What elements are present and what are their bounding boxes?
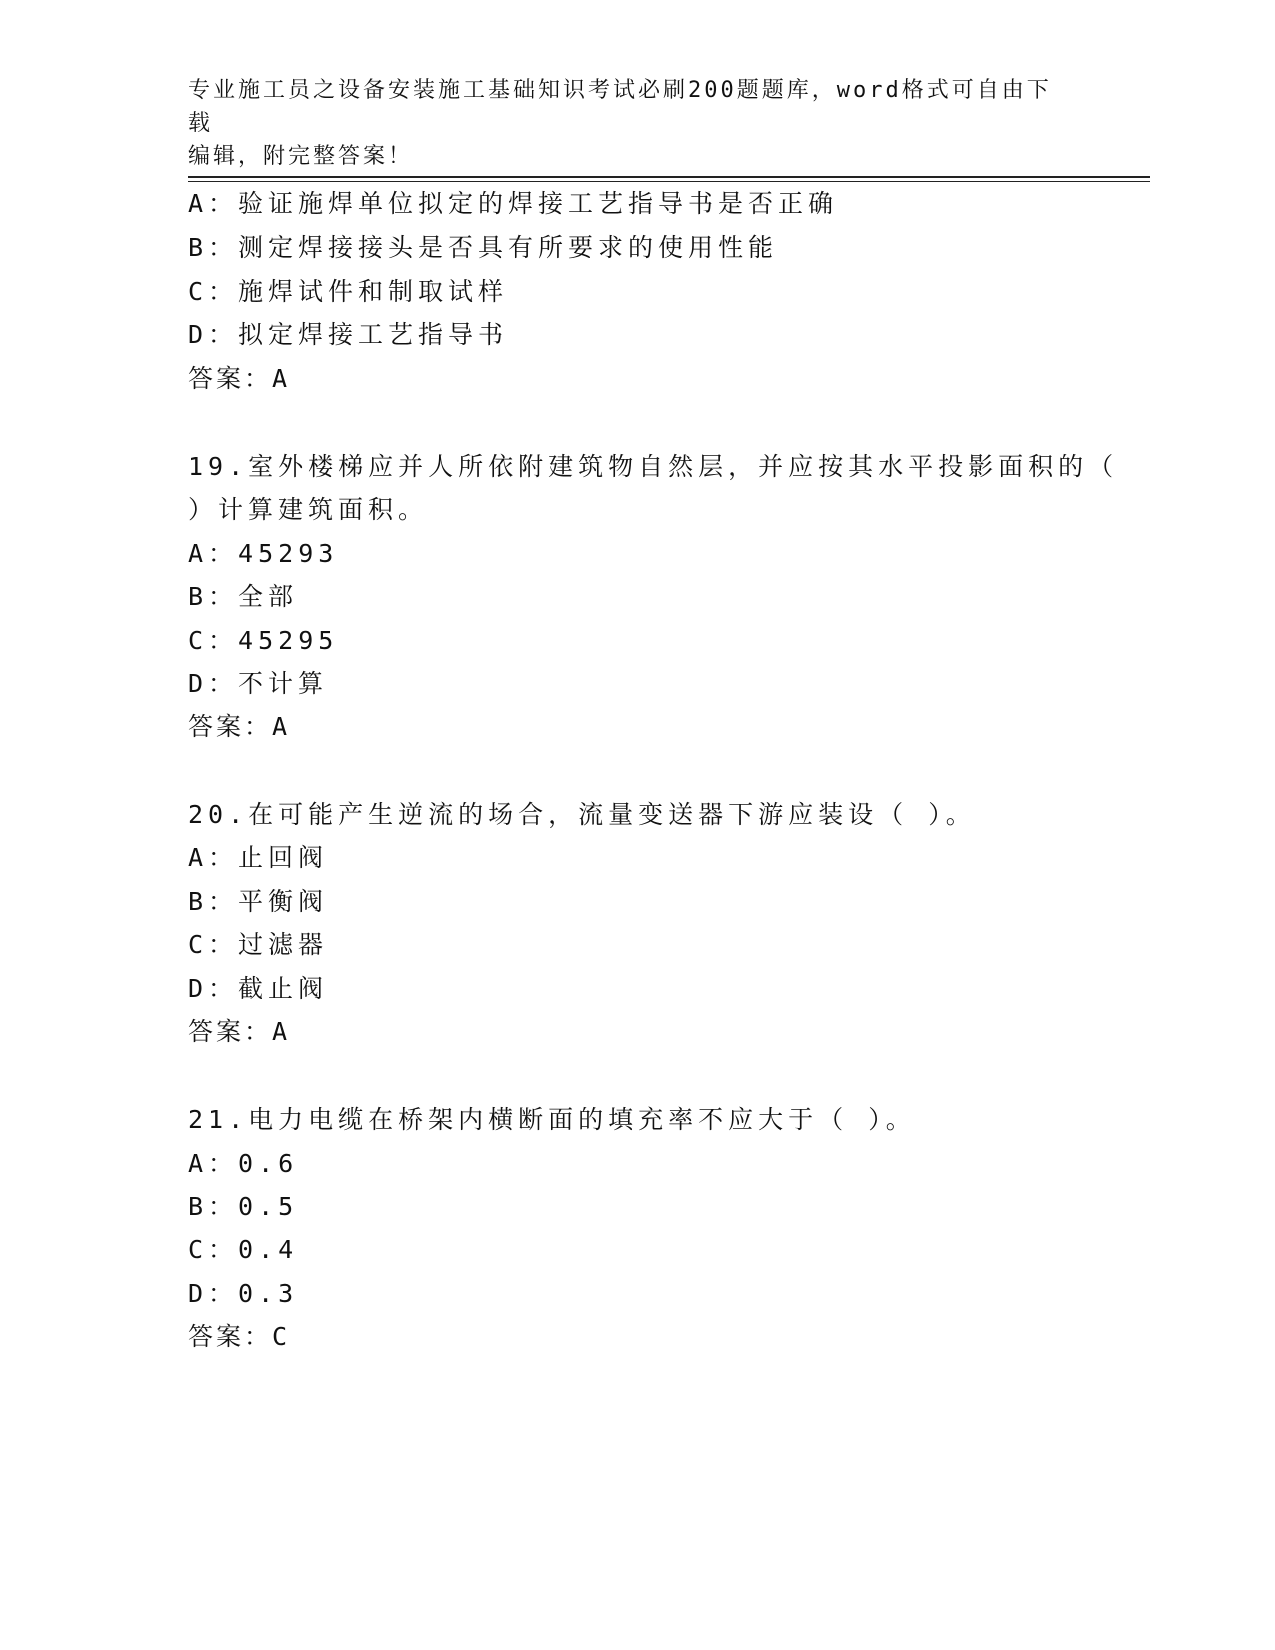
option-c: C：0.4 — [188, 1235, 299, 1264]
option-b: B：0.5 — [188, 1192, 299, 1221]
option-d: D：0.3 — [188, 1279, 299, 1308]
header-line-2: 编辑，附完整答案！ — [188, 144, 414, 169]
question-stem: 21.电力电缆在桥架内横断面的填充率不应大于（ ）。 — [188, 1105, 916, 1134]
option-c: C：45295 — [188, 626, 339, 655]
option-b: B：平衡阀 — [188, 887, 329, 916]
option-a: A：0.6 — [188, 1149, 299, 1178]
option-a: A：止回阀 — [188, 843, 329, 872]
option-b: B：全部 — [188, 582, 299, 611]
option-b: B：测定焊接接头是否具有所要求的使用性能 — [188, 233, 779, 262]
answer-line: 答案：A — [188, 1017, 291, 1046]
answer-line: 答案：A — [188, 712, 291, 741]
option-d: D：截止阀 — [188, 974, 329, 1003]
question-stem: 19.室外楼梯应并人所依附建筑物自然层，并应按其水平投影面积的（ — [188, 452, 1119, 481]
question-stem-continued: ）计算建筑面积。 — [188, 495, 429, 524]
header-divider-thick — [188, 176, 1150, 178]
header-divider-thin — [188, 181, 1150, 182]
option-c: C：施焊试件和制取试样 — [188, 277, 509, 306]
document-header — [188, 74, 1068, 173]
answer-line: 答案：C — [188, 1322, 291, 1351]
option-a: A：验证施焊单位拟定的焊接工艺指导书是否正确 — [188, 189, 839, 218]
answer-line: 答案：A — [188, 364, 291, 393]
option-c: C：过滤器 — [188, 930, 329, 959]
question-stem: 20.在可能产生逆流的场合，流量变送器下游应装设（ ）。 — [188, 800, 976, 829]
header-line-1: 专业施工员之设备安装施工基础知识考试必刷200题题库，word格式可自由下载 — [188, 78, 1052, 136]
option-d: D：拟定焊接工艺指导书 — [188, 320, 509, 349]
option-a: A：45293 — [188, 539, 339, 568]
option-d: D：不计算 — [188, 669, 329, 698]
